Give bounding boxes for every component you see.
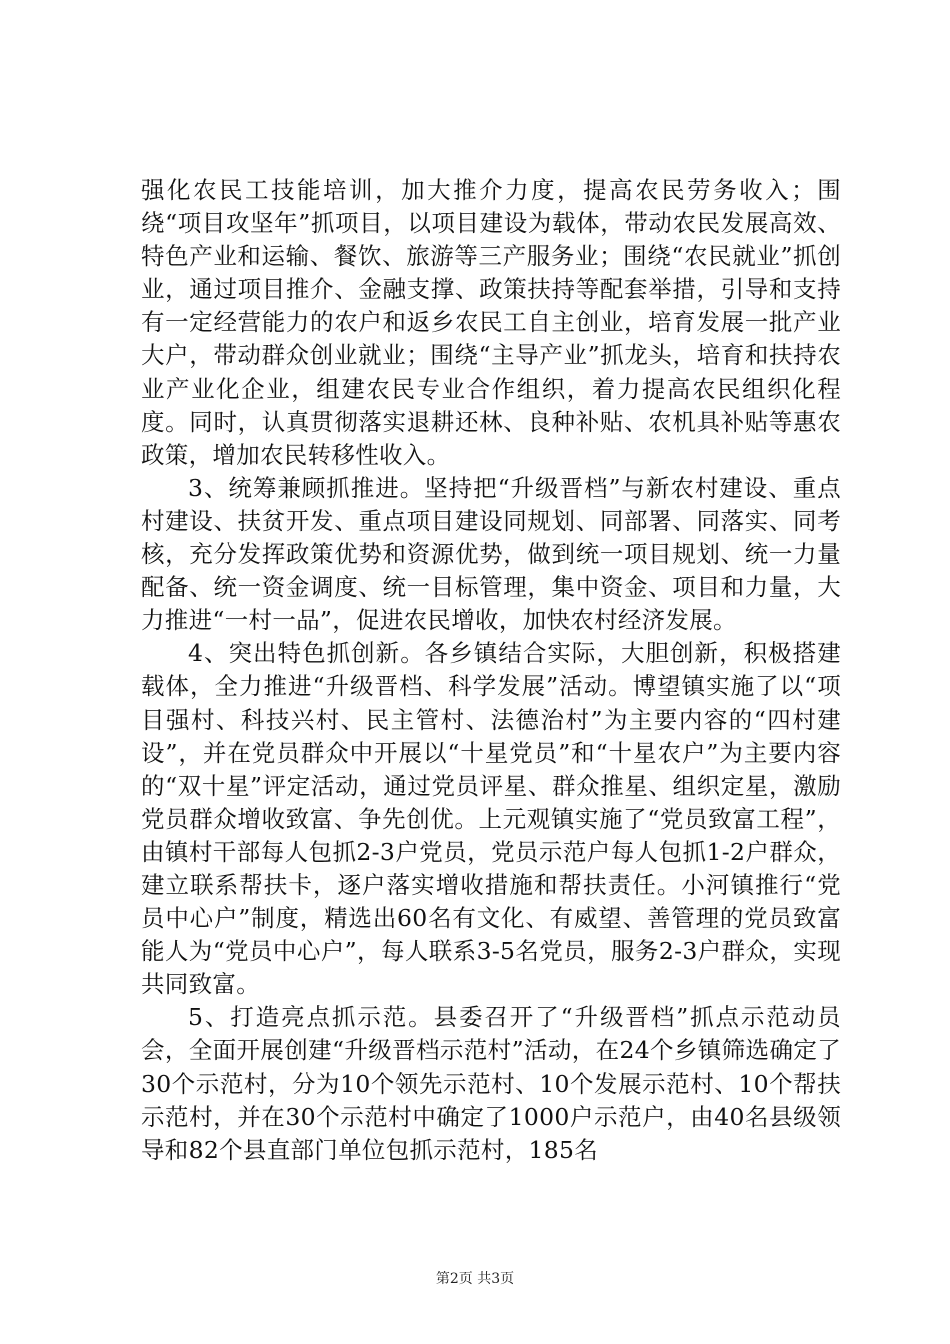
paragraph-section-3: 3、统筹兼顾抓推进。坚持把“升级晋档”与新农村建设、重点村建设、扶贫开发、重点项目建设同规划、同部署、同落实、同考核，充分发挥政策优势和资源优势，做到统一项目规划、统一力量配备、统一资金调度、统一目标管理，集中资金、项目和力量，大力推进“一村一品”，促进农民增收，加快农村经济发展。 (141, 473, 841, 635)
paragraph-section-5: 5、打造亮点抓示范。县委召开了“升级晋档”抓点示范动员会，全面开展创建“升级晋档示范村”活动，在24个乡镇筛选确定了30个示范村，分为10个领先示范村、10个发展示范村、10个帮扶示范村，并在30个示范村中确定了1000户示范户，由40名县级领导和82个县直部门单位包抓示范村，185名 (141, 1003, 841, 1164)
document-body (141, 174, 841, 1167)
paragraph-continued: 强化农民工技能培训，加大推介力度，提高农民劳务收入；围绕“项目攻坚年”抓项目，以项目建设为载体，带动农民发展高效、特色产业和运输、餐饮、旅游等三产服务业；围绕“农民就业”抓创业，通过项目推介、金融支撑、政策扶持等配套举措，引导和支持有一定经营能力的农户和返乡农民工自主创业，培育发展一批产业大户，带动群众创业就业；围绕“主导产业”抓龙头，培育和扶持农业产业化企业，组建农民专业合作组织，着力提高农民组织化程度。同时，认真贯彻落实退耕还林、良种补贴、农机具补贴等惠农政策，增加农民转移性收入。 (141, 176, 841, 469)
page-number-footer: 第2页 共3页 (435, 1271, 515, 1287)
paragraph-section-4: 4、突出特色抓创新。各乡镇结合实际，大胆创新，积极搭建载体，全力推进“升级晋档、科学发展”活动。博望镇实施了以“项目强村、科技兴村、民主管村、法德治村”为主要内容的“四村建设”，并在党员群众中开展以“十星党员”和“十星农户”为主要内容的“双十星”评定活动，通过党员评星、群众推星、组织定星，激励党员群众增收致富、争先创优。上元观镇实施了“党员致富工程”，由镇村干部每人包抓2-3户党员，党员示范户每人包抓1-2户群众，建立联系帮扶卡，逐户落实增收措施和帮扶责任。小河镇推行“党员中心户”制度，精选出60名有文化、有威望、善管理的党员致富能人为“党员中心户”，每人联系3-5名党员，服务2-3户群众，实现共同致富。 (141, 639, 841, 999)
